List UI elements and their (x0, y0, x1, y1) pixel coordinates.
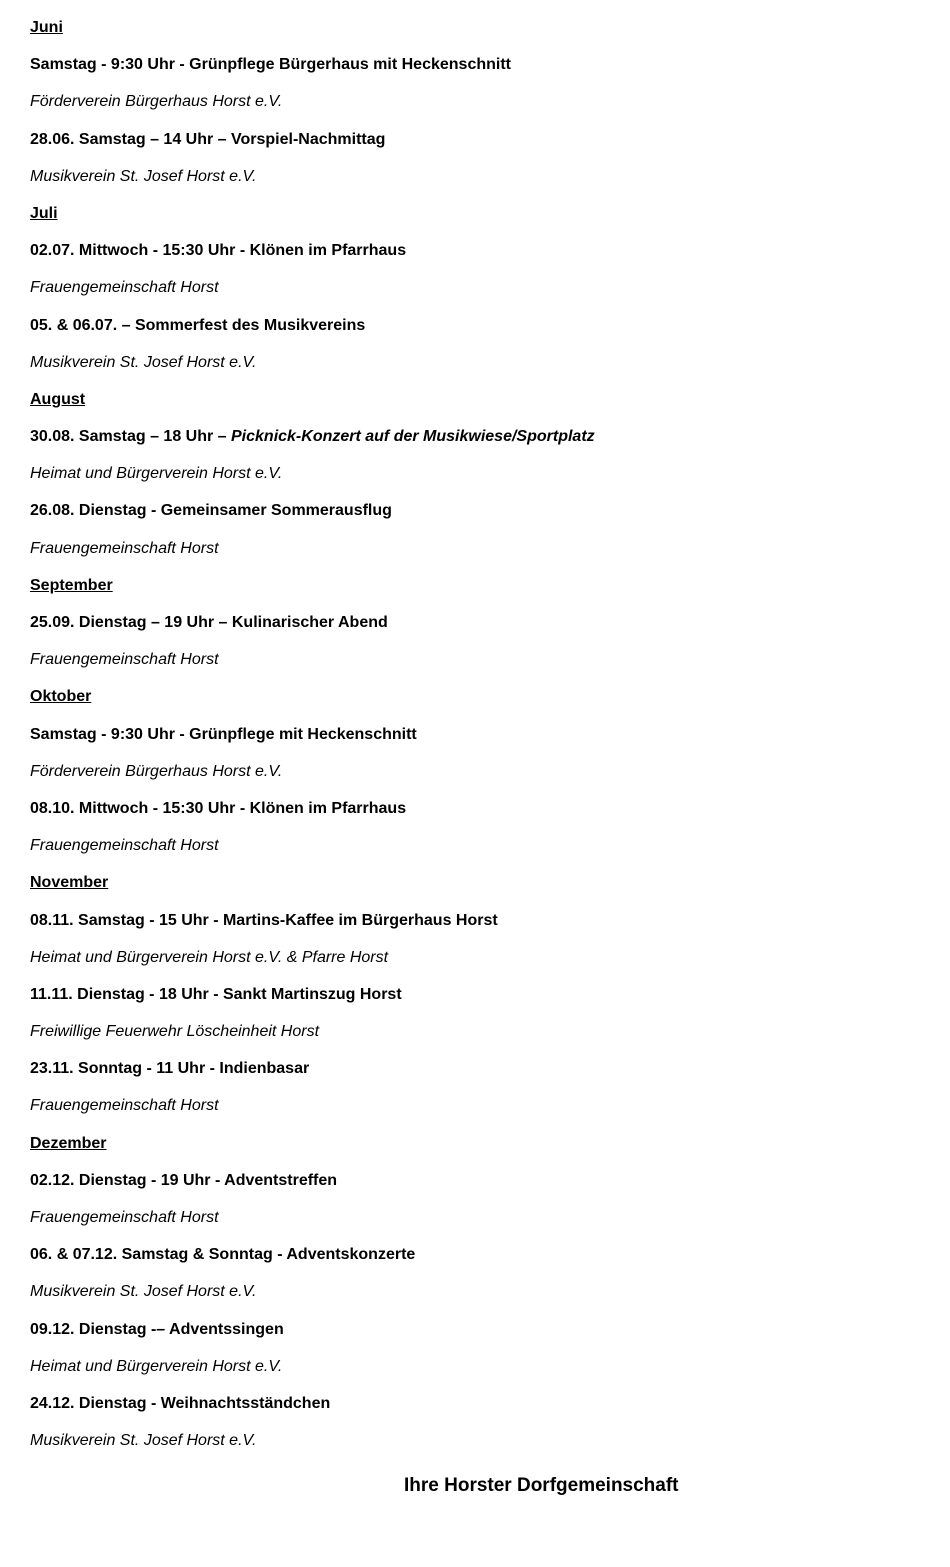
event-title-text: 09.12. Dienstag -– Adventssingen (30, 1320, 284, 1338)
event-organizer: Musikverein St. Josef Horst e.V. (30, 1432, 257, 1450)
event-organizer: Frauengemeinschaft Horst (30, 837, 219, 855)
event-title-text: 11.11. Dienstag - 18 Uhr - Sankt Martinszug Horst (30, 985, 402, 1003)
event-title-text: 24.12. Dienstag - Weihnachtsständchen (30, 1394, 331, 1412)
event-title-text: 28.06. Samstag – 14 Uhr – Vorspiel-Nachmittag (30, 130, 386, 148)
event-title-text: 26.08. Dienstag - Gemeinsamer Sommerausflug (30, 502, 392, 520)
event-organizer: Musikverein St. Josef Horst e.V. (30, 1283, 257, 1301)
event-organizer: Frauengemeinschaft Horst (30, 651, 219, 669)
event-title-text: 30.08. Samstag – 18 Uhr – (30, 428, 231, 446)
event-title (30, 716, 950, 753)
month-heading: September (30, 576, 113, 594)
event-title (30, 1311, 950, 1348)
event-title (30, 604, 950, 641)
event-title (30, 121, 950, 158)
month-heading: Dezember (30, 1134, 107, 1152)
event-title-text: Samstag - 9:30 Uhr - Grünpflege Bürgerhaus mit Heckenschnitt (30, 56, 511, 74)
event-organizer: Förderverein Bürgerhaus Horst e.V. (30, 93, 283, 111)
event-organizer: Frauengemeinschaft Horst (30, 1209, 219, 1226)
event-organizer: Heimat und Bürgerverein Horst e.V. & Pfarre Horst (30, 948, 389, 966)
month-heading: Oktober (30, 688, 92, 706)
event-title (30, 976, 950, 1013)
event-title-text: 05. & 06.07. – Sommerfest des Musikvereins (30, 316, 366, 334)
event-title-text: Samstag - 9:30 Uhr - Grünpflege mit Heckenschnitt (30, 725, 417, 743)
event-title-text: 08.11. Samstag - 15 Uhr - Martins-Kaffee im Bürgerhaus Horst (30, 911, 498, 929)
event-title (30, 1236, 950, 1273)
event-organizer: Frauengemeinschaft Horst (30, 279, 219, 297)
event-title-text: 08.10. Mittwoch - 15:30 Uhr - Klönen im Pfarrhaus (30, 799, 407, 817)
event-title (30, 418, 950, 455)
event-title (30, 492, 950, 529)
event-title (30, 790, 950, 827)
month-heading: August (30, 390, 86, 408)
event-organizer: Frauengemeinschaft Horst (30, 539, 219, 557)
event-organizer: Heimat und Bürgerverein Horst e.V. (30, 465, 283, 483)
event-title-emphasis: Picknick-Konzert auf der Musikwiese/Sportplatz (231, 428, 595, 446)
event-title (30, 902, 950, 939)
event-organizer: Heimat und Bürgerverein Horst e.V. (30, 1357, 283, 1375)
month-heading: Juli (30, 204, 58, 222)
event-title (30, 1385, 950, 1422)
event-title-text: 25.09. Dienstag – 19 Uhr – Kulinarischer Abend (30, 614, 388, 631)
month-heading: Juni (30, 19, 63, 36)
event-title (30, 232, 950, 269)
event-title (30, 46, 950, 83)
event-organizer: Freiwillige Feuerwehr Löscheinheit Horst (30, 1023, 320, 1041)
event-title (30, 1162, 950, 1199)
event-title-text: 02.12. Dienstag - 19 Uhr - Adventstreffen (30, 1171, 338, 1189)
event-organizer: Förderverein Bürgerhaus Horst e.V. (30, 762, 283, 780)
event-title (30, 1050, 950, 1087)
event-organizer: Frauengemeinschaft Horst (30, 1097, 219, 1115)
month-list (30, 9, 950, 1459)
event-organizer: Musikverein St. Josef Horst e.V. (30, 167, 257, 185)
event-organizer: Musikverein St. Josef Horst e.V. (30, 353, 257, 371)
event-title-text: 23.11. Sonntag - 11 Uhr - Indienbasar (30, 1060, 310, 1078)
month-heading: November (30, 874, 109, 892)
event-title (30, 307, 950, 344)
event-title-text: 02.07. Mittwoch - 15:30 Uhr - Klönen im Pfarrhaus (30, 242, 407, 260)
signature: Ihre Horster Dorfgemeinschaft (404, 1475, 679, 1496)
event-title-text: 06. & 07.12. Samstag & Sonntag - Adventskonzerte (30, 1246, 416, 1264)
